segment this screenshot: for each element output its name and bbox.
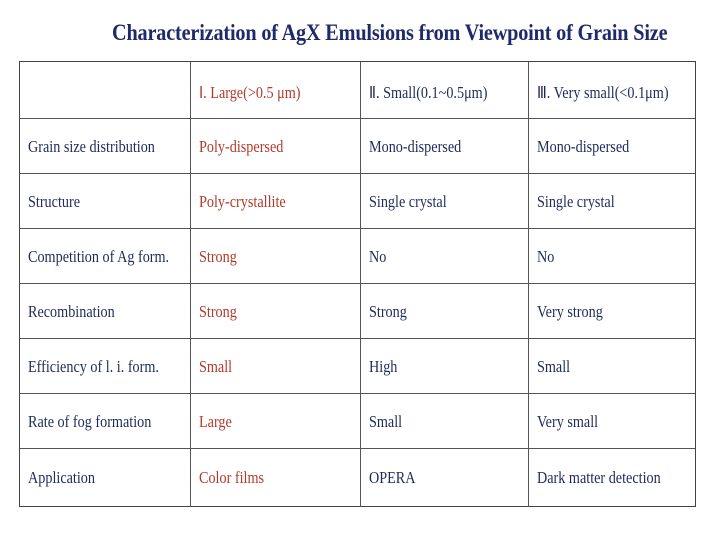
very-small-value: Mono-dispersed (528, 119, 697, 174)
table-row-competition-of-ag-form (20, 228, 695, 284)
table-row-application (20, 448, 695, 507)
row-label: Recombination (28, 301, 115, 321)
row-label: Competition of Ag form. (28, 246, 170, 266)
small-value: No (360, 229, 528, 284)
table-header-row (20, 62, 695, 118)
small-value: OPERA (360, 449, 528, 507)
grain-size-table (19, 61, 696, 507)
large-value: Small (190, 339, 360, 394)
table-row-rate-of-fog-formation (20, 393, 695, 449)
header-cell-very-small: Ⅲ. Very small(<0.1μm) (528, 62, 697, 118)
table-row-structure (20, 173, 695, 229)
small-value: Single crystal (360, 174, 528, 229)
very-small-value: Very strong (528, 284, 697, 339)
table-row-efficiency-of-li-form (20, 338, 695, 394)
row-label: Rate of fog formation (28, 411, 152, 431)
large-value: Poly-crystallite (190, 174, 360, 229)
large-value: Strong (190, 284, 360, 339)
small-value: Strong (360, 284, 528, 339)
row-label: Structure (28, 191, 81, 211)
header-cell-small: Ⅱ. Small(0.1~0.5μm) (360, 62, 528, 118)
large-value: Large (190, 394, 360, 449)
small-value: High (360, 339, 528, 394)
very-small-value: Single crystal (528, 174, 697, 229)
very-small-value: Dark matter detection (528, 449, 697, 507)
very-small-value: Small (528, 339, 697, 394)
row-label: Application (28, 468, 95, 487)
table-row-recombination (20, 283, 695, 339)
small-value: Small (360, 394, 528, 449)
row-label: Efficiency of l. i. form. (28, 356, 159, 376)
large-value: Color films (190, 449, 360, 507)
header-cell-large: Ⅰ. Large(>0.5 μm) (190, 62, 360, 118)
slide-title: Characterization of AgX Emulsions from Viewpoint of Grain Size (112, 20, 668, 45)
very-small-value: No (528, 229, 697, 284)
header-cell-empty (20, 62, 190, 118)
small-value: Mono-dispersed (360, 119, 528, 174)
large-value: Strong (190, 229, 360, 284)
row-label: Grain size distribution (28, 136, 155, 156)
large-value: Poly-dispersed (190, 119, 360, 174)
very-small-value: Very small (528, 394, 697, 449)
table-row-grain-size-distribution (20, 118, 695, 174)
